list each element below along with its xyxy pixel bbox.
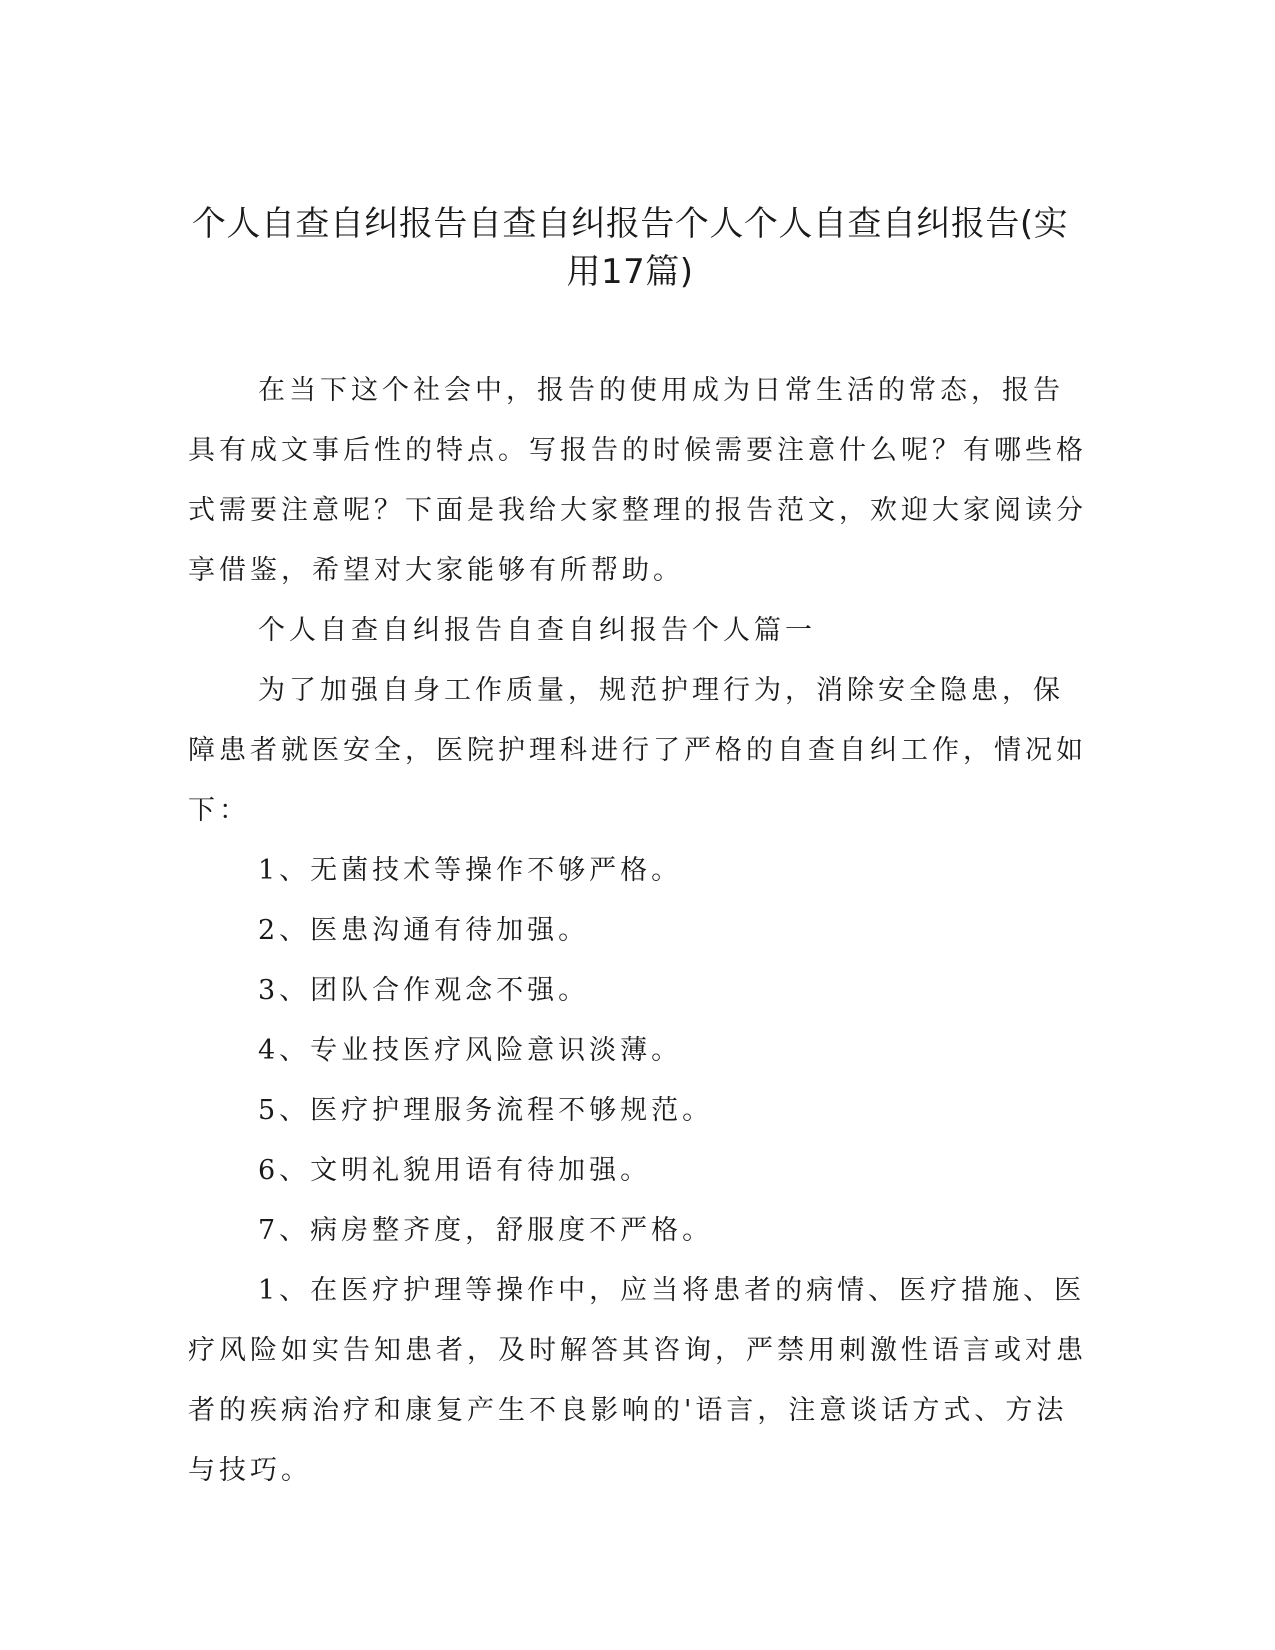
section-heading: 个人自查自纠报告自查自纠报告个人篇一 bbox=[258, 615, 816, 646]
intro-paragraph: 在当下这个社会中，报告的使用成为日常生活的常态，报告具有成文事后性的特点。写报告的时候需要注意什么呢？有哪些格式需要注意呢？下面是我给大家整理的报告范文，欢迎大家阅读分享借鉴，希望对大家能够有所帮助。 bbox=[188, 375, 1087, 586]
list-item: 2、医患沟通有待加强。 bbox=[258, 915, 590, 946]
list-item: 5、医疗护理服务流程不够规范。 bbox=[258, 1095, 714, 1126]
body-paragraph: 1、在医疗护理等操作中，应当将患者的病情、医疗措施、医疗风险如实告知患者，及时解答其咨询，严禁用刺激性语言或对患者的疾病治疗和康复产生不良影响的'语言，注意谈话方式、方法与技巧。 bbox=[188, 1275, 1087, 1486]
document-body bbox=[188, 361, 1088, 1501]
list-item: 6、文明礼貌用语有待加强。 bbox=[258, 1155, 652, 1186]
document-title: 个人自查自纠报告自查自纠报告个人个人自查自纠报告(实用17篇) bbox=[191, 204, 1069, 292]
list-item: 4、专业技医疗风险意识淡薄。 bbox=[258, 1035, 683, 1066]
list-item: 3、团队合作观念不强。 bbox=[258, 975, 590, 1006]
body-paragraph: 为了加强自身工作质量，规范护理行为，消除安全隐患，保障患者就医安全，医院护理科进行了严格的自查自纠工作，情况如下： bbox=[188, 675, 1087, 826]
list-item: 1、无菌技术等操作不够严格。 bbox=[258, 855, 683, 886]
list-item: 7、病房整齐度，舒服度不严格。 bbox=[258, 1215, 714, 1246]
